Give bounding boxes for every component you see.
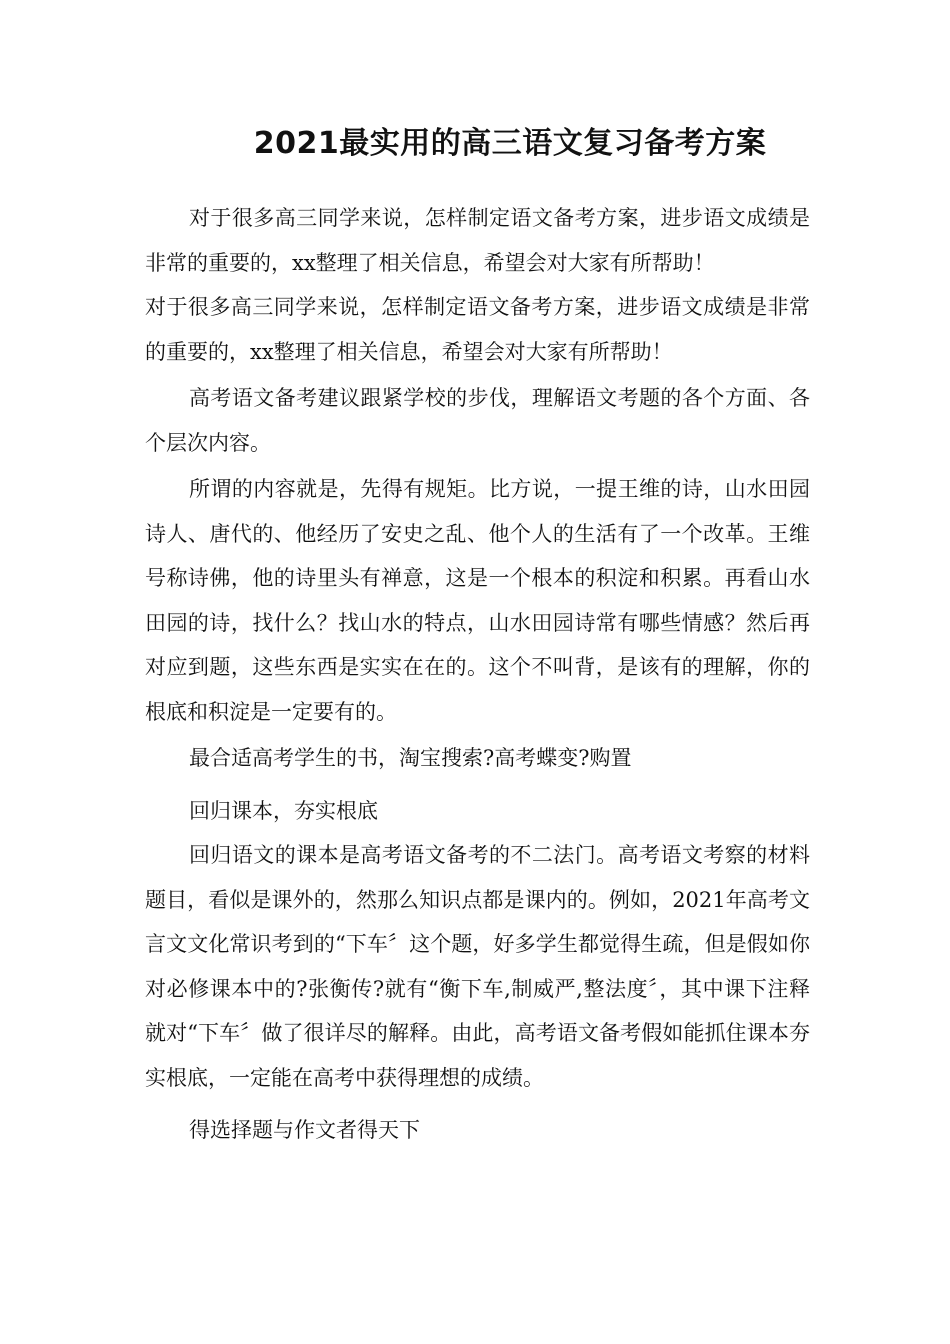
section-heading-textbook: 回归课本，夯实根底 [189,798,378,823]
document-title: 2021最实用的高三语文复习备考方案 [253,126,767,161]
paragraph-rules: 所谓的内容就是，先得有规矩。比方说，一提王维的诗，山水田园诗人、唐代的、他经历了安史之乱、他个人的生活有了一个改革。王维号称诗佛，他的诗里头有禅意，这是一个根本的积淀和积累。再看山水田园的诗，找什么？找山水的特点，山水田园诗常有哪些情感？然后再对应到题，这些东西是实实在在的。这个不叫背，是该有的理解，你的根底和积淀是一定要有的。 [145,477,810,724]
section-heading-choice-essay: 得选择题与作文者得天下 [189,1118,420,1142]
paragraph-intro-repeat: 对于很多高三同学来说，怎样制定语文备考方案，进步语文成绩是非常的重要的，xx整理了相关信息，希望会对大家有所帮助！ [145,295,810,364]
paragraph-book-recommendation: 最合适高考学生的书，淘宝搜索?高考蝶变?购置 [189,746,632,770]
paragraph-follow-school: 高考语文备考建议跟紧学校的步伐，理解语文考题的各个方面、各个层次内容。 [145,386,810,455]
paragraph-intro: 对于很多高三同学来说，怎样制定语文备考方案，进步语文成绩是非常的重要的，xx整理了相关信息，希望会对大家有所帮助！ [145,206,810,275]
paragraph-textbook: 回归语文的课本是高考语文备考的不二法门。高考语文考察的材料题目，看似是课外的，然那么知识点都是课内的。例如，2021年高考文言文文化常识考到的“下车〞这个题，好多学生都觉得生疏，但是假如你对必修课本中的?张衡传?就有“衡下车,制威严,整法度〞，其中课下注释就对“下车〞做了很详尽的解释。由此，高考语文备考假如能抓住课本夯实根底，一定能在高考中获得理想的成绩。 [145,843,810,1090]
document-page [145,118,810,1153]
